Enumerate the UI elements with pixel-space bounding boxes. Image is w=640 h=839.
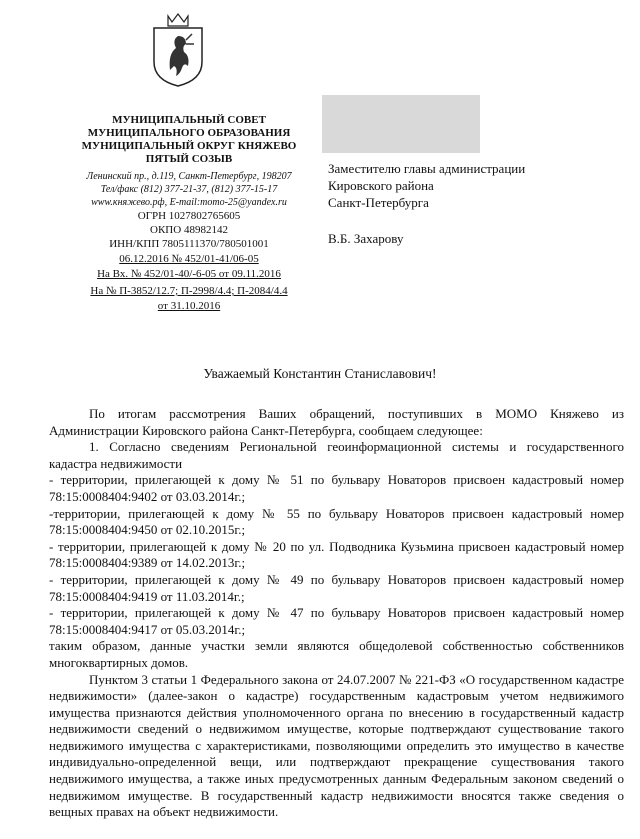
ogrn: ОГРН 1027802765605 — [137, 210, 241, 222]
intro-paragraph: По итогам рассмотрения Ваших обращений, поступивших в МОМО Княжево из Администрации Кировского района Санкт-Петербурга, сообщаем следующее: — [49, 406, 624, 438]
letter-body — [49, 406, 624, 821]
conclusion-paragraph: таким образом, данные участки земли являются общедолевой собственностью собственников многоквартирных домов. — [49, 638, 624, 670]
org-line: МУНИЦИПАЛЬНОГО ОБРАЗОВАНИЯ — [87, 127, 291, 139]
org-line: МУНИЦИПАЛЬНЫЙ ОКРУГ КНЯЖЕВО — [81, 140, 297, 152]
greeting: Уважаемый Константин Станиславович! — [203, 366, 437, 381]
addressee-name: В.Б. Захарову — [328, 231, 404, 246]
inn-kpp: ИНН/КПП 7805111370/780501001 — [109, 238, 269, 250]
list-item: - территории, прилегающей к дому № 20 по ул. Подводника Кузьмина присвоен кадастровый номер 78:15:0008404:9389 от 14.02.2013г.; — [49, 538, 624, 571]
doc-number: 06.12.2016 № 452/01-41/06-05 — [119, 253, 259, 265]
redacted-block — [322, 95, 480, 153]
item-1: 1. Согласно сведениям Региональной геоинформационной системы и государственного кадастра недвижимости — [49, 439, 624, 471]
list-item: - территории, прилегающей к дому № 49 по бульвару Новаторов присвоен кадастровый номер 78:15:0008404:9419 от 11.03.2014г.; — [49, 571, 624, 604]
org-line: МУНИЦИПАЛЬНЫЙ СОВЕТ — [112, 114, 266, 126]
addressee-line: Кировского района — [328, 178, 434, 193]
list-item: - территории, прилегающей к дому № 51 по бульвару Новаторов присвоен кадастровый номер 78:15:0008404:9402 от 03.03.2014г.; — [49, 472, 624, 504]
okpo: ОКПО 48982142 — [150, 224, 228, 236]
addressee-line: Заместителю главы администрации — [328, 161, 526, 176]
law-paragraph: Пунктом 3 статьи 1 Федерального закона от 24.07.2007 № 221-ФЗ «О государственном кадастре недвижимости» (далее-закон о кадастре) государственным кадастровым учетом недвижимого имущества признаются действия уполномоченного органа по внесению в государственный кадастр недвижимости сведений о недвижимом имуществе, которые подтверждают существование такого недвижимого имущества с характеристиками, позволяющими определить это имущество в качестве индивидуально-определенной вещи, или подтверждают прекращение существования такого недвижимого имущества, а также иных предусмотренных данным Федеральным законом сведений о недвижимом имуществе. В государственный кадастр недвижимости вносятся также сведения о вещных правах на объект недвижимости. — [49, 671, 624, 820]
reply-to-numbers: На № П-3852/12.7; П-2998/4.4; П-2084/4.4 — [90, 285, 288, 297]
reply-to-date: от 31.10.2016 — [157, 300, 221, 312]
org-line: ПЯТЫЙ СОЗЫВ — [145, 153, 233, 165]
org-address: Ленинский пр., д.119, Санкт-Петербург, 198207 — [86, 171, 292, 182]
coat-of-arms-icon — [150, 10, 206, 88]
org-phone: Тел/факс (812) 377-21-37, (812) 377-15-17 — [100, 184, 278, 195]
reply-to-incoming: На Вх. № 452/01-40/-6-05 от 09.11.2016 — [97, 268, 281, 280]
list-item: -территории, прилегающей к дому № 55 по бульвару Новаторов присвоен кадастровый номер 78:15:0008404:9450 от 02.10.2015г.; — [49, 505, 624, 538]
addressee-line: Санкт-Петербурга — [328, 195, 429, 210]
org-web-email: www.княжево.рф, E-mail:momo-25@yandex.ru — [91, 197, 287, 208]
list-item: - территории, прилегающей к дому № 47 по бульвару Новаторов присвоен кадастровый номер 78:15:0008404:9417 от 05.03.2014г.; — [49, 605, 624, 637]
